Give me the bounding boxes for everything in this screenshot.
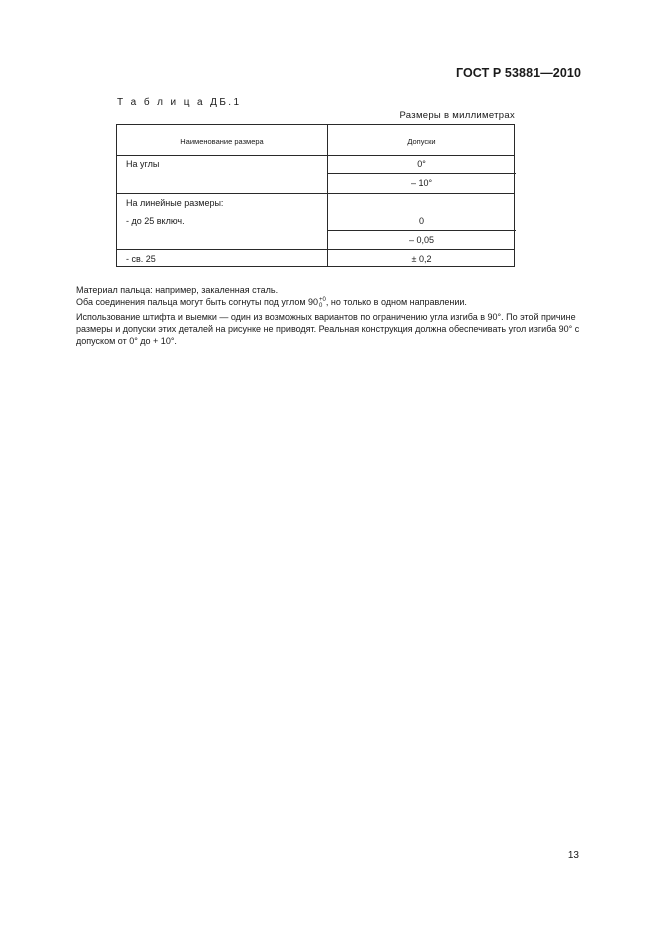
bend-tolerance-lower: 0	[319, 302, 323, 309]
row-upto25-label: - до 25 включ.	[126, 216, 185, 226]
bend-note	[76, 296, 467, 309]
bend-tolerance-upper: +0	[319, 296, 326, 303]
row-linear-label: На линейные размеры:	[126, 198, 224, 208]
bend-note-suffix: , но только в одном направлении.	[325, 297, 467, 307]
table-units-note: Размеры в миллиметрах	[399, 110, 515, 121]
row-angles-label: На углы	[126, 159, 160, 169]
row-upto25-tolerance-lower: – 0,05	[408, 235, 435, 245]
row-upto25-tolerance-upper: 0	[418, 216, 424, 226]
table-caption: Т а б л и ц а ДБ.1	[117, 97, 242, 108]
bend-tolerance-fraction	[319, 297, 326, 309]
table-header-divider	[117, 155, 514, 156]
tolerance-table	[116, 124, 515, 267]
material-note: Материал пальца: например, закаленная сталь.	[76, 285, 279, 295]
table-row-divider	[117, 193, 514, 194]
row-over25-tolerance: ± 0,2	[411, 254, 432, 264]
table-row-divider	[327, 230, 516, 231]
page-number: 13	[567, 850, 579, 861]
table-header-size-name: Наименование размера	[180, 137, 264, 146]
document-code: ГОСТ Р 53881—2010	[455, 66, 581, 80]
pin-notch-paragraph: Использование штифта и выемки — один из возможных вариантов по ограничению угла изгиба в 90°. По этой причине размеры и допуски этих деталей на рисунке не приводят. Реальная конструкция должна обеспечивать угол изгиба 90° с допуском от 0° до + 10°.	[76, 312, 580, 346]
bend-note-prefix: Оба соединения пальца могут быть согнуты под углом 90	[76, 297, 319, 307]
row-over25-label: - св. 25	[126, 254, 156, 264]
table-header-tolerances: Допуски	[407, 137, 436, 146]
row-angles-tolerance-lower: – 10°	[410, 178, 433, 188]
table-row-divider	[117, 249, 514, 250]
row-angles-tolerance-upper: 0°	[417, 159, 426, 169]
table-row-divider	[327, 173, 516, 174]
